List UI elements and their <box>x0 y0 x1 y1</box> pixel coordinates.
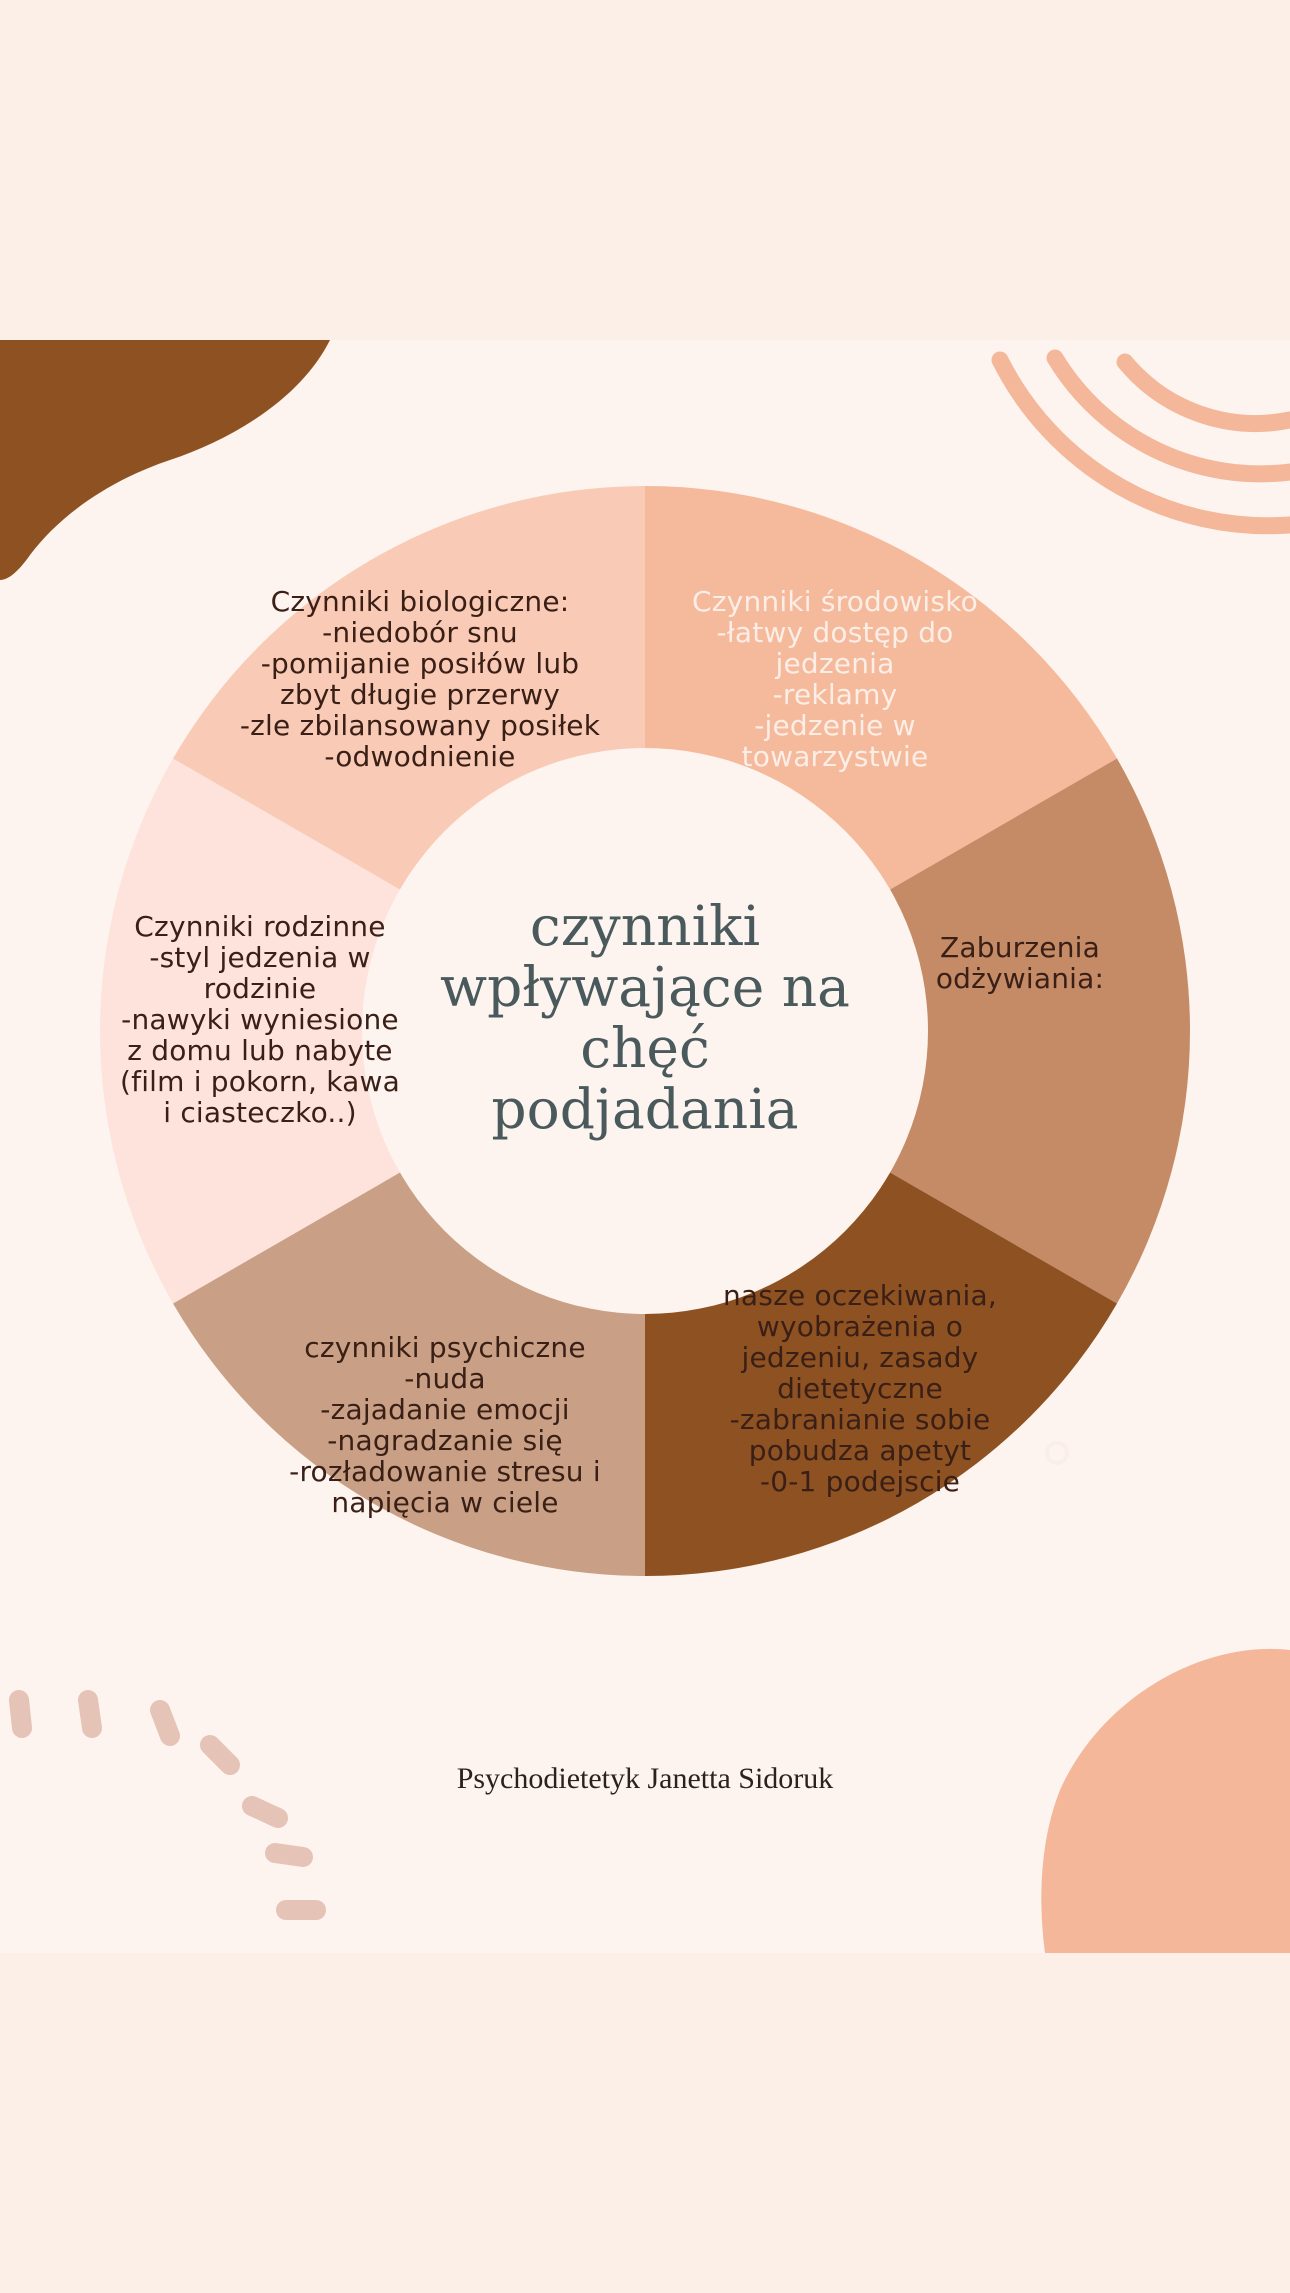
segment-psychiczne-text: czynniki psychiczne -nuda -zajadanie emocji -nagradzanie się -rozładowanie stresu i napięcia w ciele <box>289 1331 601 1519</box>
segment-zaburzenia-text: Zaburzenia odżywiania: <box>935 931 1105 995</box>
footer-author: Psychodietetyk Janetta Sidoruk <box>456 1762 834 1795</box>
segment-oczekiwania-text: nasze oczekiwania, wyobrażenia o jedzeniu, zasady dietetyczne -zabranianie sobie pobudza apetyt -0-1 podejscie <box>722 1279 997 1498</box>
bottom-band <box>0 1953 1290 2293</box>
segment-rodzinne-text: Czynniki rodzinne -styl jedzenia w rodzinie -nawyki wyniesione z domu lub nabyte (film i pokorn, kawa i ciasteczko..) <box>120 910 400 1129</box>
top-band <box>0 0 1290 340</box>
diagram-title: czynniki wpływające na chęć podjadania <box>440 894 850 1141</box>
segment-biologiczne-text: Czynniki biologiczne: -niedobór snu -pomijanie posiłów lub zbyt długie przerwy -zle zbilansowany posiłek -odwodnienie <box>239 585 601 773</box>
donut-diagram <box>0 340 1290 1953</box>
ring-icon <box>1045 1441 1069 1465</box>
infographic-card <box>0 340 1290 1953</box>
segment-srodowiskowe-text: Czynniki środowisko -łatwy dostęp do jedzenia -reklamy -jedzenie w towarzystwie <box>692 585 978 773</box>
